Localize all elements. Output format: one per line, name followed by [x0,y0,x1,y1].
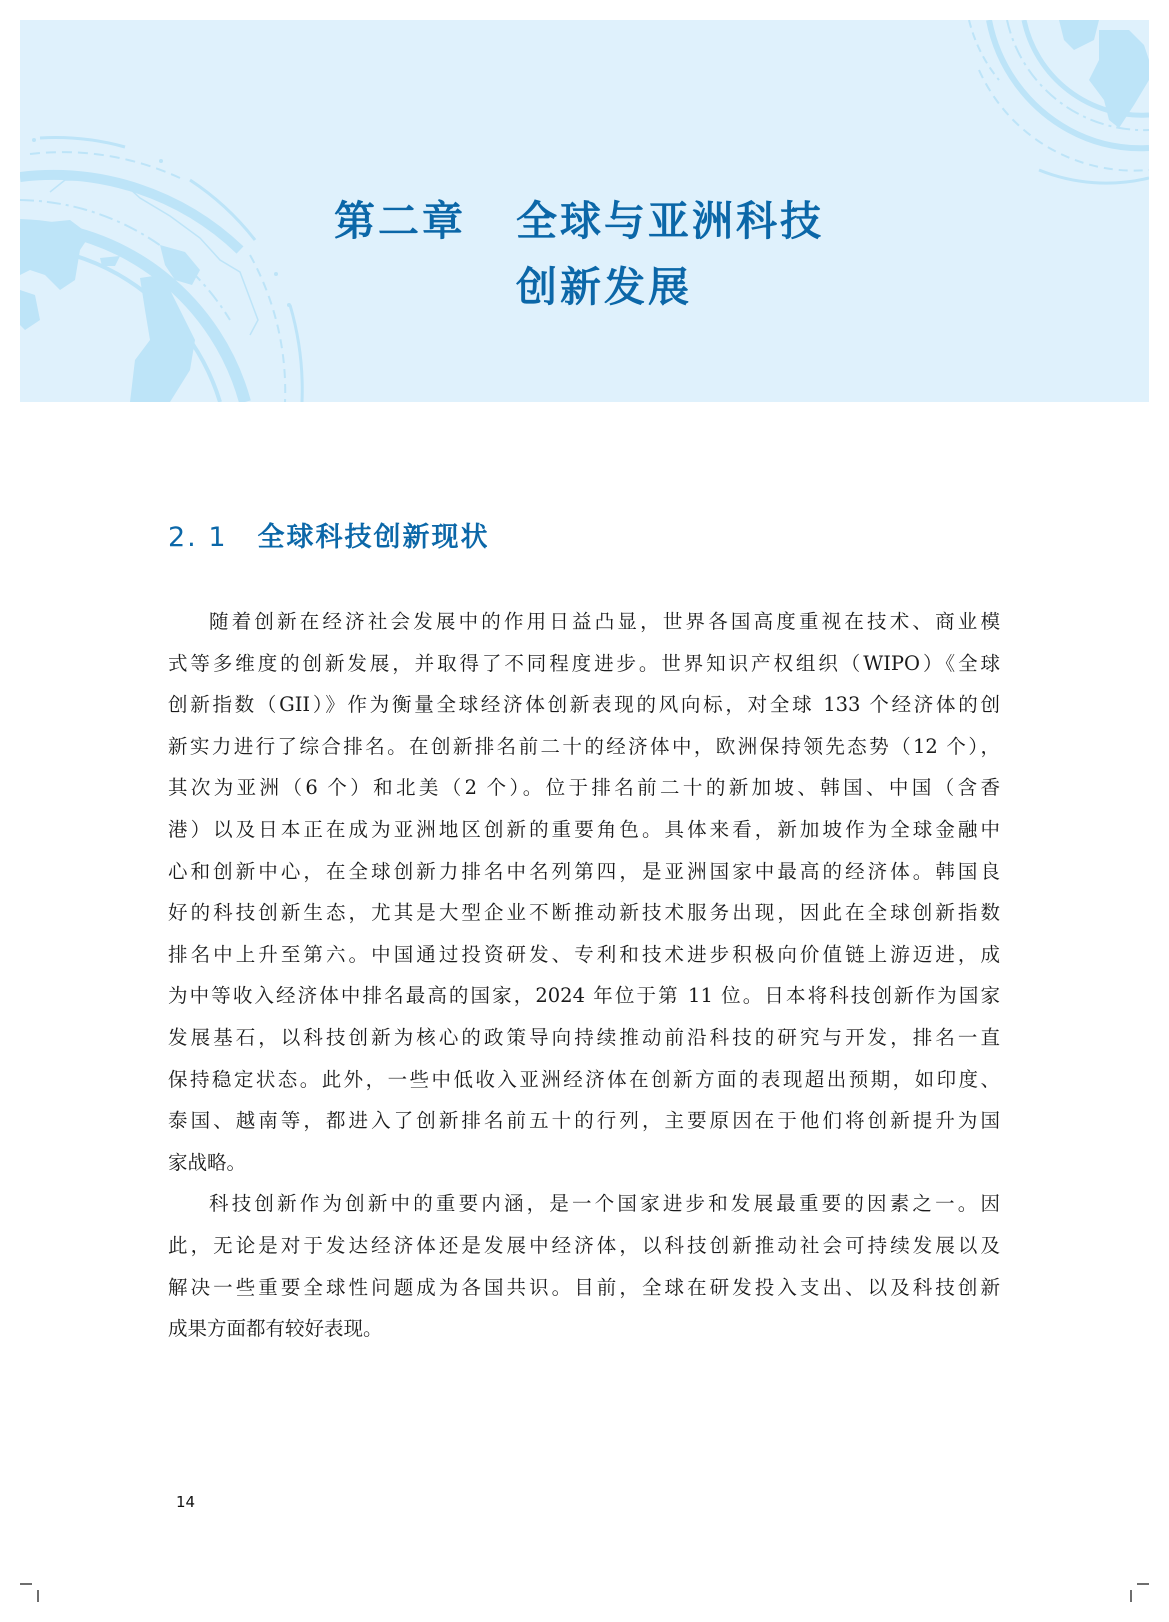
text-line: 成果方面都有较好表现。 [168,1317,383,1341]
text-line: 心和创新中心，在全球创新力排名中名列第四，是亚洲国家中最高的经济体。韩国良 [168,859,1000,883]
chapter-title-line-2: 创新发展 [516,263,692,311]
section-title: 全球科技创新现状 [257,522,490,553]
chapter-number: 第二章 [334,197,466,245]
section-heading [168,518,490,558]
text-line: 家战略。 [168,1150,247,1174]
chapter-title [20,20,1149,402]
section-number: 2. 1 [168,522,228,553]
text-line: 发展基石，以科技创新为核心的政策导向持续推动前沿科技的研究与开发，排名一直 [168,1025,1000,1049]
chapter-banner [20,20,1149,402]
text-line: 创新指数（GII）》作为衡量全球经济体创新表现的风向标，对全球 133 个经济体的创 [168,693,1000,717]
text-line: 新实力进行了综合排名。在创新排名前二十的经济体中，欧洲保持领先态势（12 个）， [168,734,1000,758]
text-line: 港）以及日本正在成为亚洲地区创新的重要角色。具体来看，新加坡作为全球金融中 [168,817,1000,841]
page-number: 14 [176,1493,196,1511]
text-line: 排名中上升至第六。中国通过投资研发、专利和技术进步积极向价值链上游迈进，成 [168,942,1000,966]
text-line: 随着创新在经济社会发展中的作用日益凸显，世界各国高度重视在技术、商业模 [209,610,1000,633]
text-line: 泰国、越南等，都进入了创新排名前五十的行列，主要原因在于他们将创新提升为国 [168,1109,1000,1133]
text-line: 解决一些重要全球性问题成为各国共识。目前，全球在研发投入支出、以及科技创新 [168,1275,1000,1299]
crop-mark-bottom-right-v [1130,1590,1132,1602]
crop-mark-bottom-left-h [20,1583,32,1585]
text-line: 为中等收入经济体中排名最高的国家，2024 年位于第 11 位。日本将科技创新作为国家 [168,984,1000,1008]
crop-mark-bottom-left-v [37,1590,39,1602]
text-line: 式等多维度的创新发展，并取得了不同程度进步。世界知识产权组织（WIPO）《全球 [168,651,1000,675]
crop-mark-bottom-right-h [1137,1583,1149,1585]
text-line: 其次为亚洲（6 个）和北美（2 个）。位于排名前二十的新加坡、韩国、中国（含香 [168,776,1000,800]
text-line: 保持稳定状态。此外，一些中低收入亚洲经济体在创新方面的表现超出预期，如印度、 [168,1067,1000,1091]
text-line: 科技创新作为创新中的重要内涵，是一个国家进步和发展最重要的因素之一。因 [209,1192,1000,1216]
text-line: 好的科技创新生态，尤其是大型企业不断推动新技术服务出现，因此在全球创新指数 [168,901,1000,925]
paragraph-1 [168,601,1000,1183]
text-line: 此，无论是对于发达经济体还是发展中经济体，以科技创新推动社会可持续发展以及 [168,1233,1000,1257]
paragraph-2 [168,1183,1000,1349]
chapter-title-line-1: 全球与亚洲科技 [516,197,824,245]
body-text [168,601,1000,1350]
